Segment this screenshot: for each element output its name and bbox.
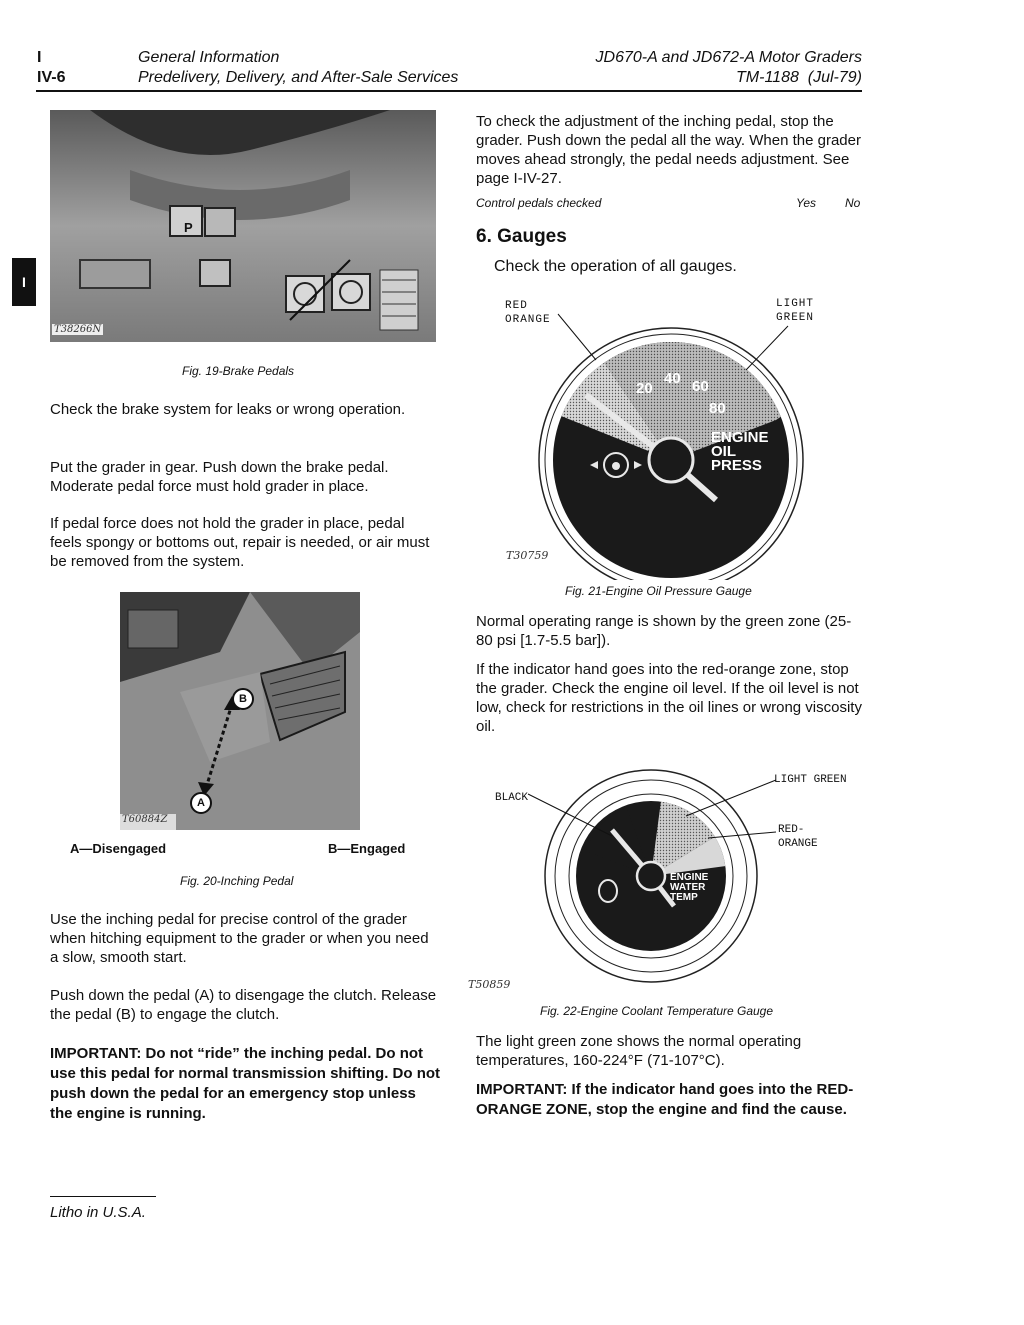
label-light-green: LIGHT GREEN xyxy=(774,774,847,786)
footer-rule xyxy=(50,1196,156,1197)
brake-pedals-illustration xyxy=(50,110,436,342)
temp-face-line1: ENGINE xyxy=(670,872,709,883)
checklist-yes[interactable]: Yes xyxy=(796,196,817,210)
label-light: LIGHT xyxy=(776,298,815,310)
legend-a: A—Disengaged xyxy=(70,841,167,856)
right-para-1: To check the adjustment of the inching pedal, stop the grader. Push down the pedal all the way. When the grader moves ahead strongly, the pedal needs adjustment. See page I-IV-27. xyxy=(476,113,861,187)
fig20-caption: Fig. 20-Inching Pedal xyxy=(180,874,294,888)
pedal-p-label: P xyxy=(184,220,193,235)
left-para-4: Use the inching pedal for precise control of the grader when hitching equipment to the grader or when you need a slow, smooth start. xyxy=(50,911,429,966)
fig21-caption: Fig. 21-Engine Oil Pressure Gauge xyxy=(565,584,752,598)
doc-ref: TM-1188 (Jul-79) xyxy=(736,69,862,86)
callout-a: A xyxy=(190,792,212,814)
oil-face-line1: ENGINE xyxy=(711,429,769,446)
gauges-intro: Check the operation of all gauges. xyxy=(494,258,737,275)
temp-face-line2: WATER xyxy=(670,882,706,893)
section-roman: I xyxy=(37,49,42,66)
fig19-caption: Fig. 19-Brake Pedals xyxy=(182,364,295,378)
oil-face-line2: OIL xyxy=(711,443,736,460)
right-important: IMPORTANT: If the indicator hand goes into the RED-ORANGE ZONE, stop the engine and find the cause. xyxy=(476,1081,854,1118)
inching-pedal-illustration xyxy=(120,592,360,830)
tick-40: 40 xyxy=(664,370,681,387)
left-para-3: If pedal force does not hold the grader in place, pedal feels spongy or bottoms out, repair is needed, or air must be removed from the system. xyxy=(50,515,430,570)
label-red-dash: RED- xyxy=(778,824,805,836)
oil-pressure-gauge xyxy=(476,290,866,580)
section-heading-gauges: 6. Gauges xyxy=(476,226,567,247)
checklist-label: Control pedals checked xyxy=(476,196,602,210)
header-rule xyxy=(36,90,862,92)
doc-title: JD670-A and JD672-A Motor Graders xyxy=(595,49,862,66)
temp-face-line3: TEMP xyxy=(670,892,698,903)
left-para-5: Push down the pedal (A) to disengage the clutch. Release the pedal (B) to engage the clutch. xyxy=(50,987,437,1023)
fig19-photo-tag: T38266N xyxy=(54,324,102,335)
oil-face-line3: PRESS xyxy=(711,457,762,474)
section-subtitle: Predelivery, Delivery, and After-Sale Services xyxy=(138,69,459,86)
tick-60: 60 xyxy=(692,378,709,395)
section-title: General Information xyxy=(138,49,280,66)
left-important: IMPORTANT: Do not “ride” the inching pedal. Do not use this pedal for normal transmission shifting. Do not push down the pedal for an emergency stop unless the engine is running. xyxy=(50,1045,441,1122)
callout-b: B xyxy=(232,688,254,710)
footer-litho: Litho in U.S.A. xyxy=(50,1204,146,1221)
label-orange: ORANGE xyxy=(505,314,551,326)
checklist-no[interactable]: No xyxy=(845,196,861,210)
tick-80: 80 xyxy=(709,400,726,417)
inching-pedal-photo xyxy=(120,592,360,830)
right-para-4: The light green zone shows the normal operating temperatures, 160-224°F (71-107°C). xyxy=(476,1033,802,1069)
label-black: BLACK xyxy=(495,792,529,804)
fig21-tag: T30759 xyxy=(506,549,549,562)
side-tab: I xyxy=(12,258,36,306)
label-orange-2: ORANGE xyxy=(778,838,818,850)
label-green: GREEN xyxy=(776,312,815,324)
tick-20: 20 xyxy=(636,380,653,397)
brake-pedals-photo xyxy=(50,110,436,342)
right-para-3: If the indicator hand goes into the red-orange zone, stop the grader. Check the engine oil level. If the oil level is not low, check for restrictions in the oil lines or wrong viscosity oil. xyxy=(476,661,862,735)
right-para-2: Normal operating range is shown by the green zone (25-80 psi [1.7-5.5 bar]). xyxy=(476,613,852,649)
left-para-2: Put the grader in gear. Push down the brake pedal. Moderate pedal force must hold grader in place. xyxy=(50,459,389,495)
section-sub: IV-6 xyxy=(37,69,66,86)
fig20-photo-tag: T60884Z xyxy=(122,814,168,825)
label-red: RED xyxy=(505,300,528,312)
fig22-tag: T50859 xyxy=(468,978,511,991)
fig22-caption: Fig. 22-Engine Coolant Temperature Gauge xyxy=(540,1004,774,1018)
legend-b: B—Engaged xyxy=(328,841,406,856)
left-para-1: Check the brake system for leaks or wrong operation. xyxy=(50,401,406,418)
